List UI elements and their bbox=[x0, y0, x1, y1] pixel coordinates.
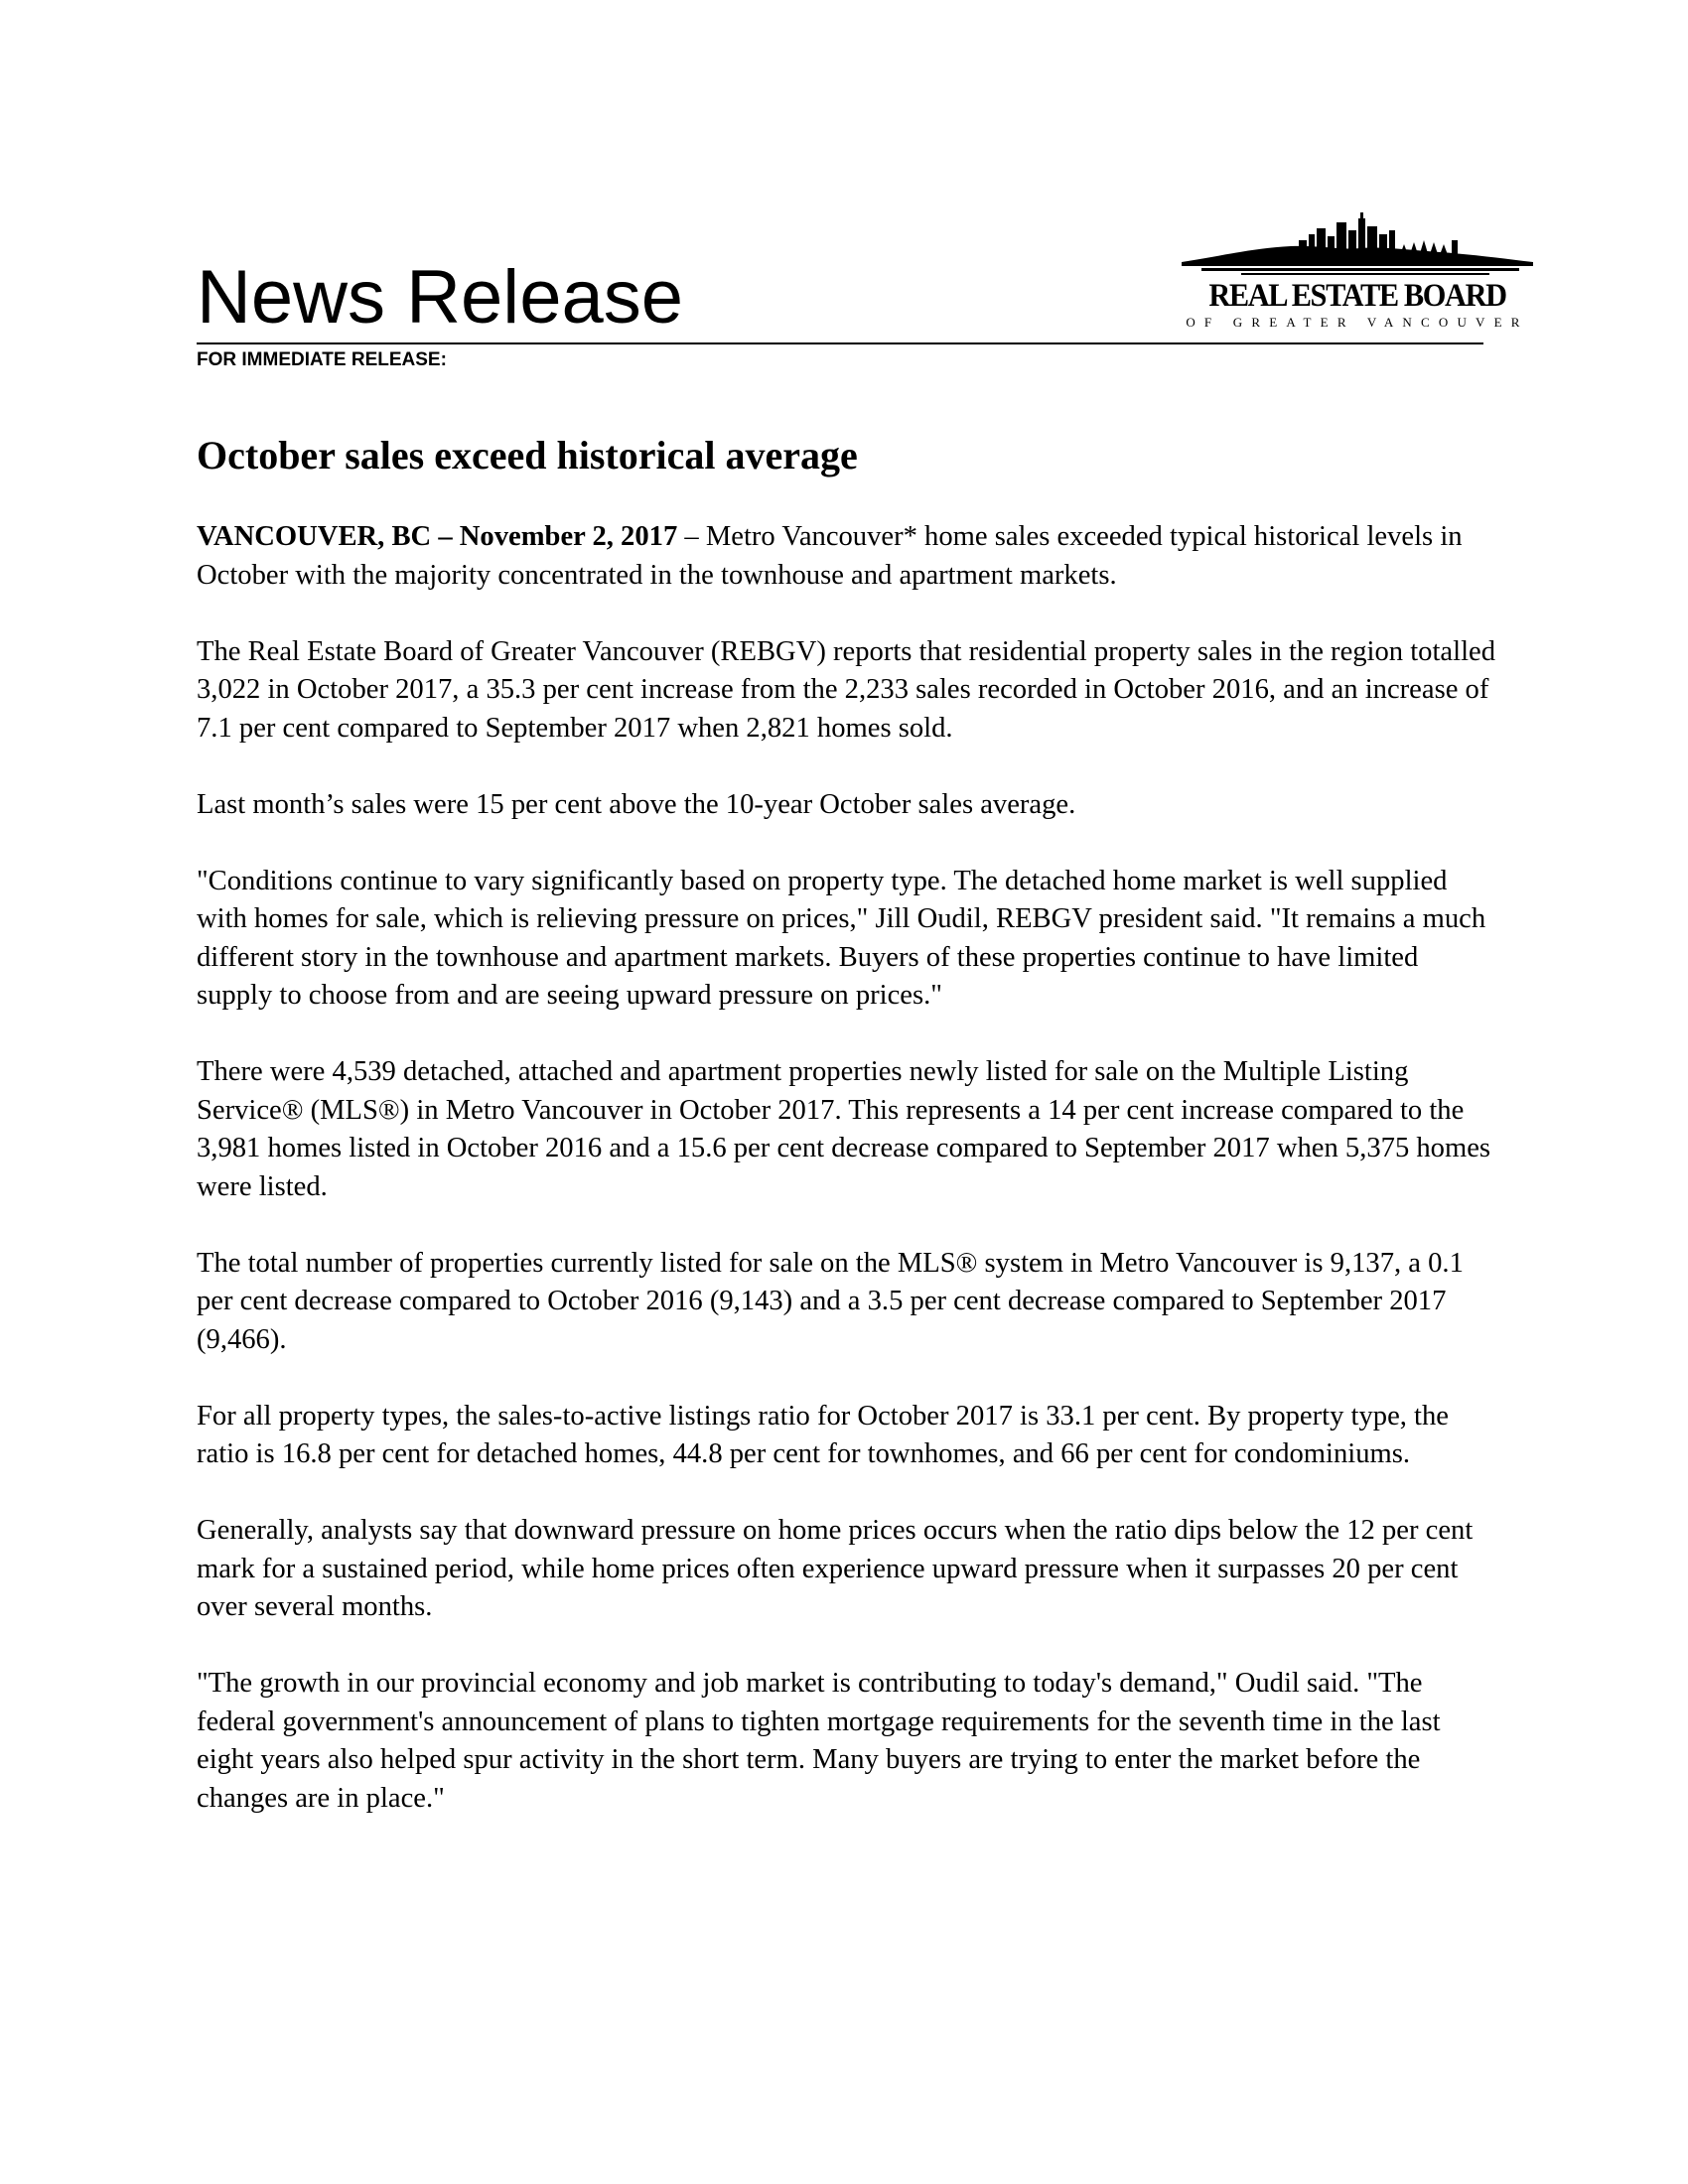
paragraph-sales-totals: The Real Estate Board of Greater Vancouver (REBGV) reports that residential property sales in the region totalled 3,022 in October 2017, a 35.3 per cent increase from the 2,233 sales recorded in October 2016, and an increase of 7.1 per cent compared to September 2017 when 2,821 homes sold. bbox=[197, 635, 1495, 744]
release-tag: FOR IMMEDIATE RELEASE: bbox=[197, 349, 447, 370]
paragraph-analyst-note: Generally, analysts say that downward pressure on home prices occurs when the ratio dips below the 12 per cent mark for a sustained period, while home prices often experience upward pressure when it surpasses 20 per cent over several months. bbox=[197, 1515, 1474, 1622]
header-divider bbox=[197, 342, 1483, 344]
paragraph-ten-year-average: Last month’s sales were 15 per cent above the 10-year October sales average. bbox=[197, 788, 1076, 820]
dateline: VANCOUVER, BC – November 2, 2017 bbox=[197, 521, 678, 552]
lead-text: – Metro Vancouver* home sales exceeded typical historical levels in October with the majority concentrated in the townhouse and apartment markets. bbox=[197, 521, 1463, 591]
lead-paragraph bbox=[197, 518, 1497, 595]
paragraph-president-quote: "Conditions continue to vary significantly based on property type. The detached home market is well supplied with homes for sale, which is relieving pressure on prices," Jill Oudil, REBGV president said. "It remains a much different story in the townhouse and apartment markets. Buyers of these properties continue to have limited supply to choose from and are seeing upward pressure on prices." bbox=[197, 865, 1486, 1011]
article-headline: October sales exceed historical average bbox=[197, 433, 858, 478]
rebgv-logo bbox=[1182, 210, 1533, 338]
logo-wordmark: REAL ESTATE BOARD bbox=[1208, 278, 1506, 314]
vancouver-skyline-icon bbox=[1182, 210, 1533, 280]
logo-subtitle: OF GREATER VANCOUVER bbox=[1186, 315, 1529, 330]
article-body bbox=[197, 518, 1497, 1856]
paragraph-new-listings: There were 4,539 detached, attached and apartment properties newly listed for sale on the Multiple Listing Service® (MLS®) in Metro Vancouver in October 2017. This represents a 14 per cent increase compared to the 3,981 homes listed in October 2016 and a 15.6 per cent decrease compared to September 2017 when 5,375 homes were listed. bbox=[197, 1056, 1491, 1202]
news-release-title: News Release bbox=[197, 255, 683, 340]
paragraph-total-listings: The total number of properties currently listed for sale on the MLS® system in Metro Vancouver is 9,137, a 0.1 per cent decrease compared to October 2016 (9,143) and a 3.5 per cent decrease compared to September 2017 (9,466). bbox=[197, 1247, 1464, 1355]
paragraph-economy-quote: "The growth in our provincial economy and job market is contributing to today's demand," Oudil said. "The federal government's announcement of plans to tighten mortgage requirements for the seventh time in the last eight years also helped spur activity in the short term. Many buyers are trying to enter the market before the changes are in place." bbox=[197, 1668, 1441, 1814]
paragraph-sales-ratio: For all property types, the sales-to-active listings ratio for October 2017 is 33.1 per cent. By property type, the ratio is 16.8 per cent for detached homes, 44.8 per cent for townhomes, and 66 per cent for condominiums. bbox=[197, 1400, 1449, 1469]
